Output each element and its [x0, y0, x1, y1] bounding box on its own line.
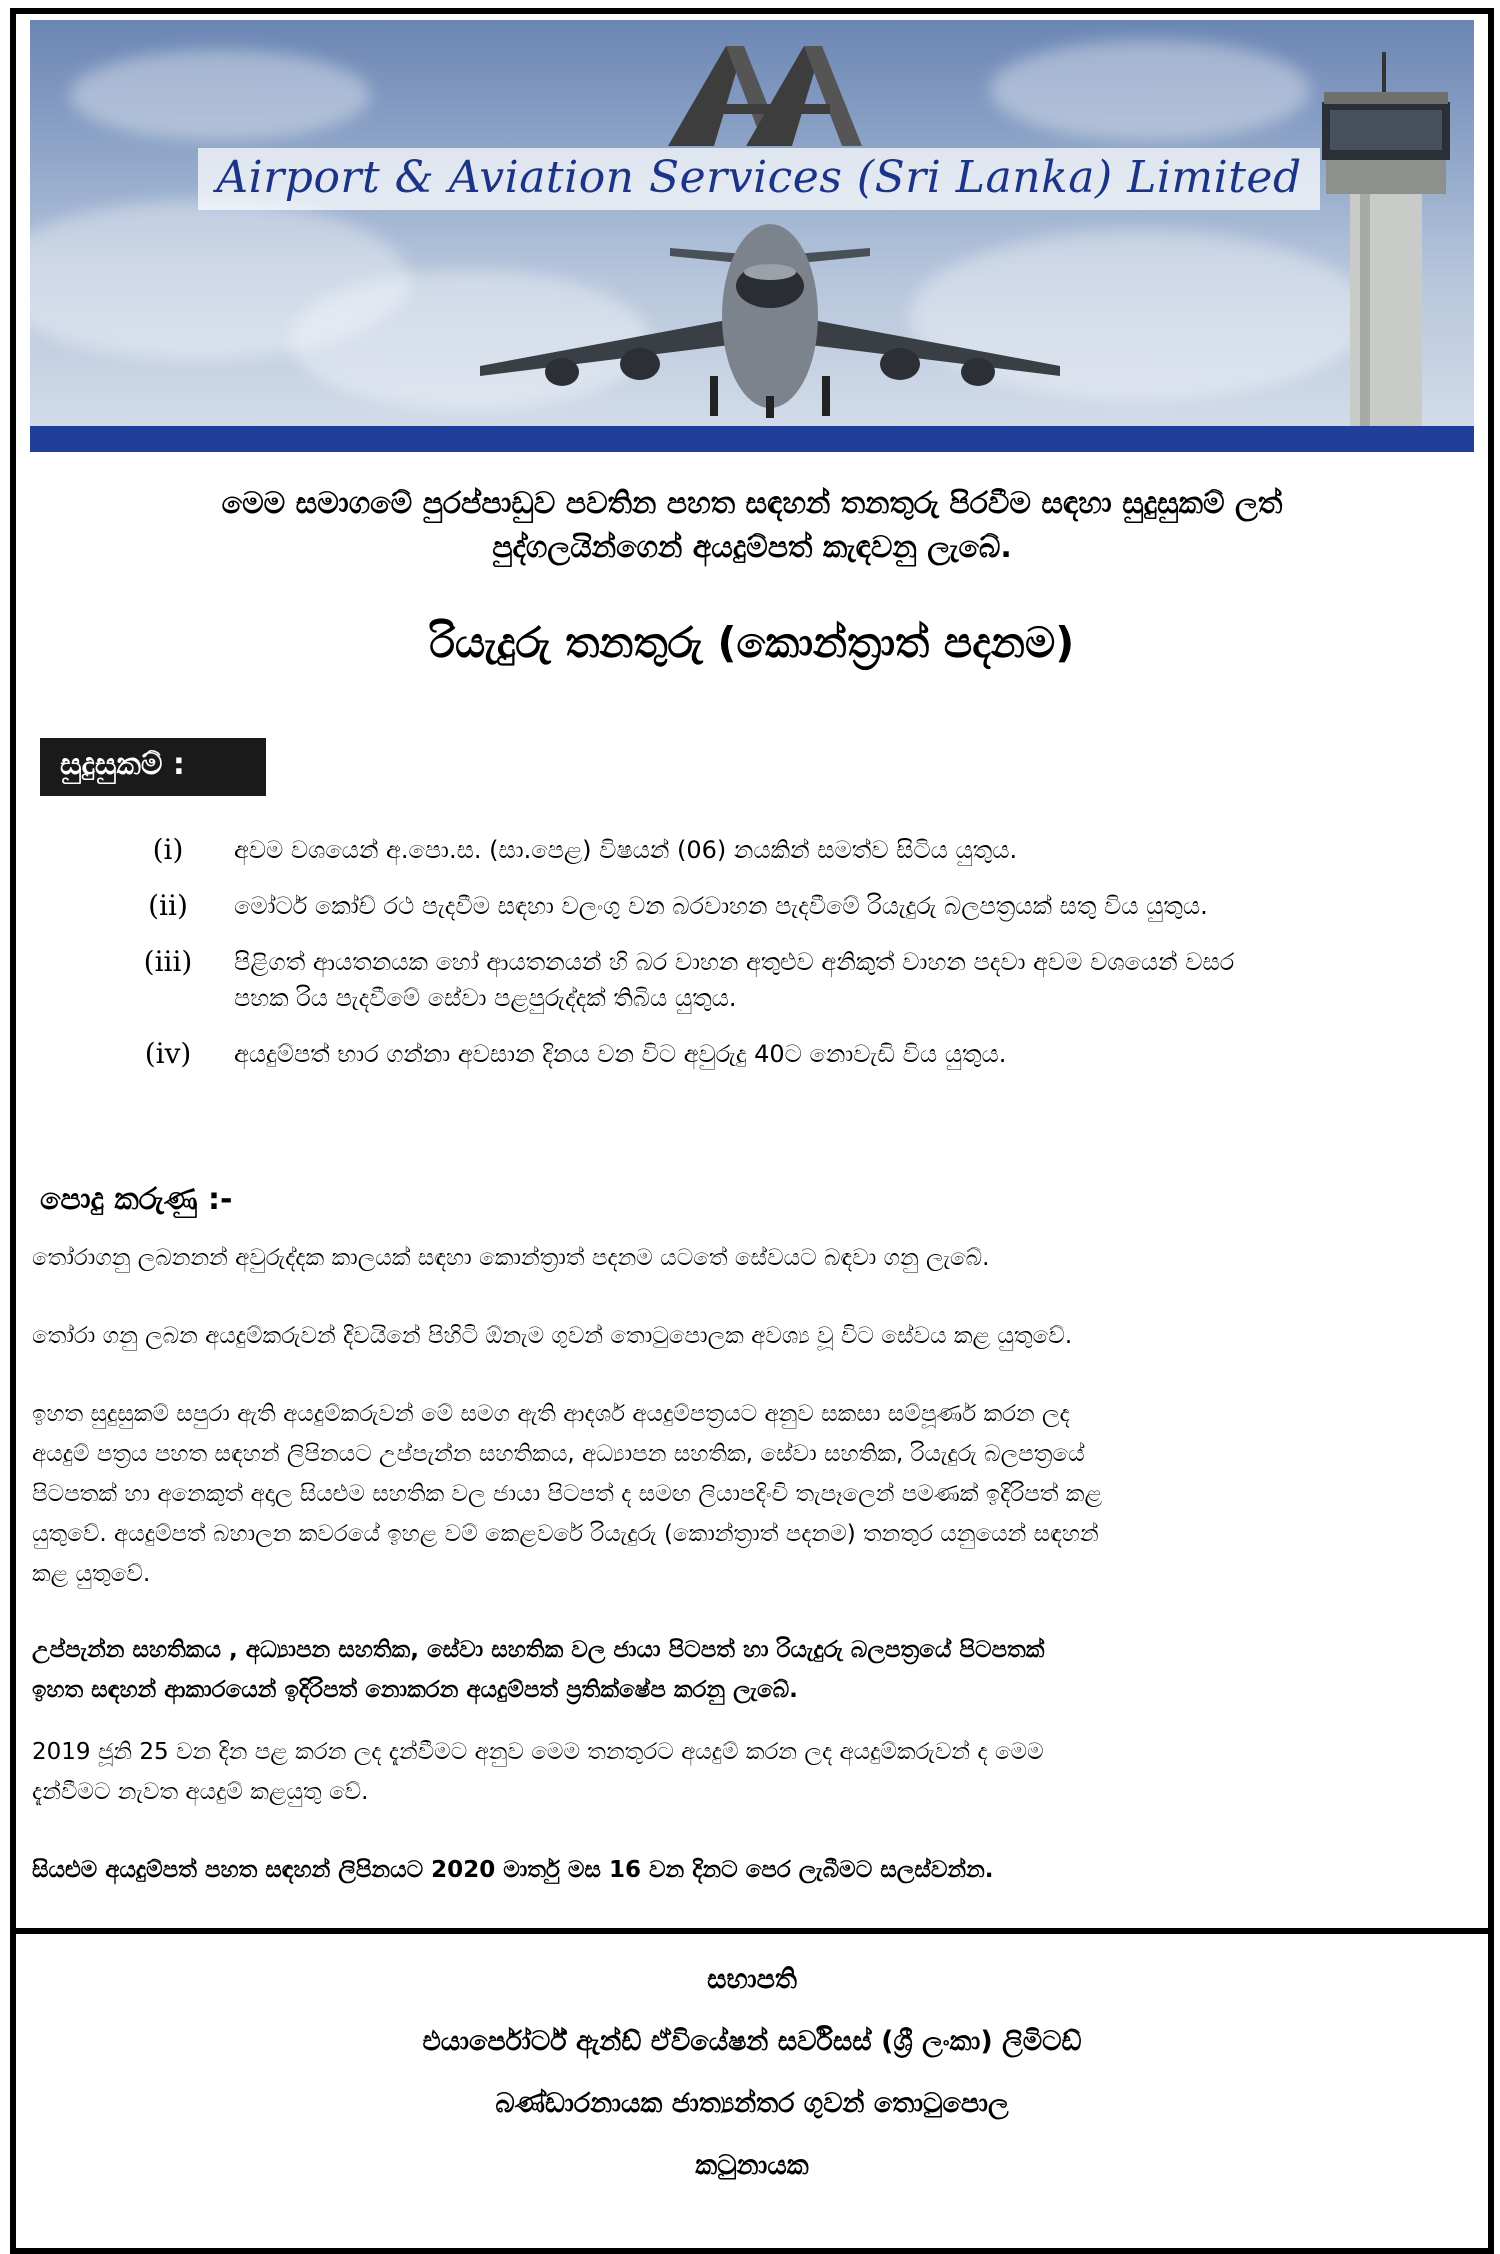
aa-logo-icon [660, 42, 870, 148]
address-airport: බණ්ඩාරනායක ජාත්‍යන්තර ගුවන් තොටුපොල [495, 2088, 1009, 2119]
qualifications-label: සුදුසුකම් : [40, 738, 266, 796]
general-paragraph-2: තෝරා ගනු ලබන අයදුම්කරුවන් දිවයිනේ පිහිටි ඕනැම ගුවන් තොටුපොලක අවශ්‍ය වූ විට සේවය කළ යුතුවේ. [32, 1323, 1073, 1349]
paragraph-line: ඉහත සඳහන් ආකාරයෙන් ඉදිරිපත් නොකරන අයදුම්පත් ප්‍රතික්ෂේප කරනු ලැබේ. [32, 1677, 798, 1703]
paragraph-line: අයදුම් පත්‍රය පහත සඳහන් ලිපිනයට උප්පැන්න සහතිකය, අධ්‍යාපන සහතික, සේවා සහතික, රියැදුරු බලපත්‍රයේ [32, 1441, 1085, 1467]
address-title: සභාපති [707, 1964, 797, 1995]
qualification-item [128, 1036, 1468, 1072]
paragraph-line: කළ යුතුවේ. [32, 1561, 151, 1587]
paragraph-line: ඉහත සුදුසුකම් සපුරා ඇති අයදුම්කරුවන් මේ සමග ඇති ආදර්ශ අයදුම්පත්‍රයට අනුව සකසා සම්පූර්ණ කරන ලද [32, 1401, 1070, 1427]
section-divider [16, 1928, 1488, 1934]
general-paragraph-5 [32, 1732, 1472, 1812]
intro-text [16, 482, 1488, 570]
control-tower-icon [1316, 52, 1456, 428]
banner-blue-bar [30, 426, 1474, 452]
general-paragraph-3 [32, 1394, 1472, 1594]
general-paragraph-1: තෝරාගනු ලබනනන් අවුරුද්දක කාලයක් සඳහා කොන්ත්‍රාත් පදනම යටතේ සේවයට බඳවා ගනු ලැබේ. [32, 1245, 990, 1271]
advertisement-frame [10, 8, 1494, 2254]
item-text: මෝටර් කෝච් රථ පැදවීම සඳහා වලංගු වන බරවාහන පැදවීමේ රියැදුරු බලපත්‍රයක් සතු විය යුතුය. [234, 892, 1208, 920]
qualification-item [128, 832, 1468, 868]
intro-line-1: මෙම සමාගමේ පුරප්පාඩුව පවතින පහත සඳහන් තනතුරු පිරවීම සඳහා සුදුසුකම් ලත් [221, 486, 1283, 521]
item-text: අවම වශයෙන් අ.පො.ස. (සා.පෙළ) විෂයන් (06) නයකින් සමත්ව සිටිය යුතුය. [234, 836, 1018, 864]
address-company: එයාර්පෝර්ට් ඇන්ඩ් ඒවියේෂන් සර්විසස් (ශ්‍රී ලංකා) ලිමිටඩ් [422, 2026, 1082, 2057]
item-number: (iv) [144, 1037, 192, 1070]
item-number: (iii) [143, 945, 193, 978]
header-banner [30, 20, 1474, 452]
qualification-item [128, 888, 1468, 924]
qualifications-list [128, 832, 1468, 1072]
item-number: (ii) [148, 889, 188, 922]
item-text-line-1: පිළිගත් ආයතනයක හෝ ආයතනයන් හි බර වාහන අතුළුව අනිකුත් වාහන පදවා අවම වශයෙන් වසර [234, 948, 1235, 976]
paragraph-line: පිටපතක් හා අනෙකුත් අදාල සියළුම සහතික වල ජායා පිටපත් ද සමඟ ලියාපදිංචි තැපෑලෙන් පමණක් ඉදිරිපත් කළ [32, 1481, 1103, 1507]
general-points-title: පොදු කරුණු :- [40, 1182, 233, 1217]
address-city: කටුනායක [695, 2150, 809, 2181]
paragraph-line: දැන්වීමට නැවත අයදුම් කළයුතු වේ. [32, 1779, 369, 1805]
item-number: (i) [152, 833, 184, 866]
company-name: Airport & Aviation Services (Sri Lanka) Limited [216, 152, 1302, 203]
airplane-icon [470, 216, 1070, 426]
paragraph-line: 2019 ජූනි 25 වන දින පළ කරන ලද දැන්වීමට අනුව මෙම තනතුරට අයදුම් කරන ලද අයදුම්කරුවන් ද මෙම [32, 1739, 1044, 1765]
post-title: රියැදුරු තනතුරු (කොන්ත්‍රාත් පදනම) [429, 618, 1075, 667]
intro-line-2: පුද්ගලයින්ගෙන් අයදුම්පත් කැඳවනු ලැබේ. [492, 530, 1012, 565]
paragraph-line: යුතුවේ. අයදුම්පත් බහාලන කවරයේ ඉහළ වම් කෙළවරේ රියැදුරු (කොන්ත්‍රාත් පදනම) තනතුර යනුයෙන් සඳහන් [32, 1521, 1099, 1547]
item-text: අයදුම්පත් භාර ගන්නා අවසාන දිනය වන විට අවුරුදු 40ට නොවැඩි විය යුතුය. [234, 1040, 1007, 1068]
general-paragraph-6: සියළුම අයදුම්පත් පහත සඳහන් ලිපිනයට 2020 මාර්තු මස 16 වන දිනට පෙර ලැබීමට සලස්වන්න. [32, 1857, 994, 1883]
item-text-line-2: පහක රිය පැදවීමේ සේවා පළපුරුද්දක් තිබිය යුතුය. [234, 984, 737, 1012]
paragraph-line: උප්පැන්න සහතිකය , අධ්‍යාපන සහතික, සේවා සහතික වල ජායා පිටපත් හා රියැදුරු බලපත්‍රයේ පිටපතක් [32, 1637, 1045, 1663]
company-title-strip [198, 148, 1320, 210]
qualification-item [128, 944, 1468, 1016]
general-paragraph-4 [32, 1630, 1472, 1710]
